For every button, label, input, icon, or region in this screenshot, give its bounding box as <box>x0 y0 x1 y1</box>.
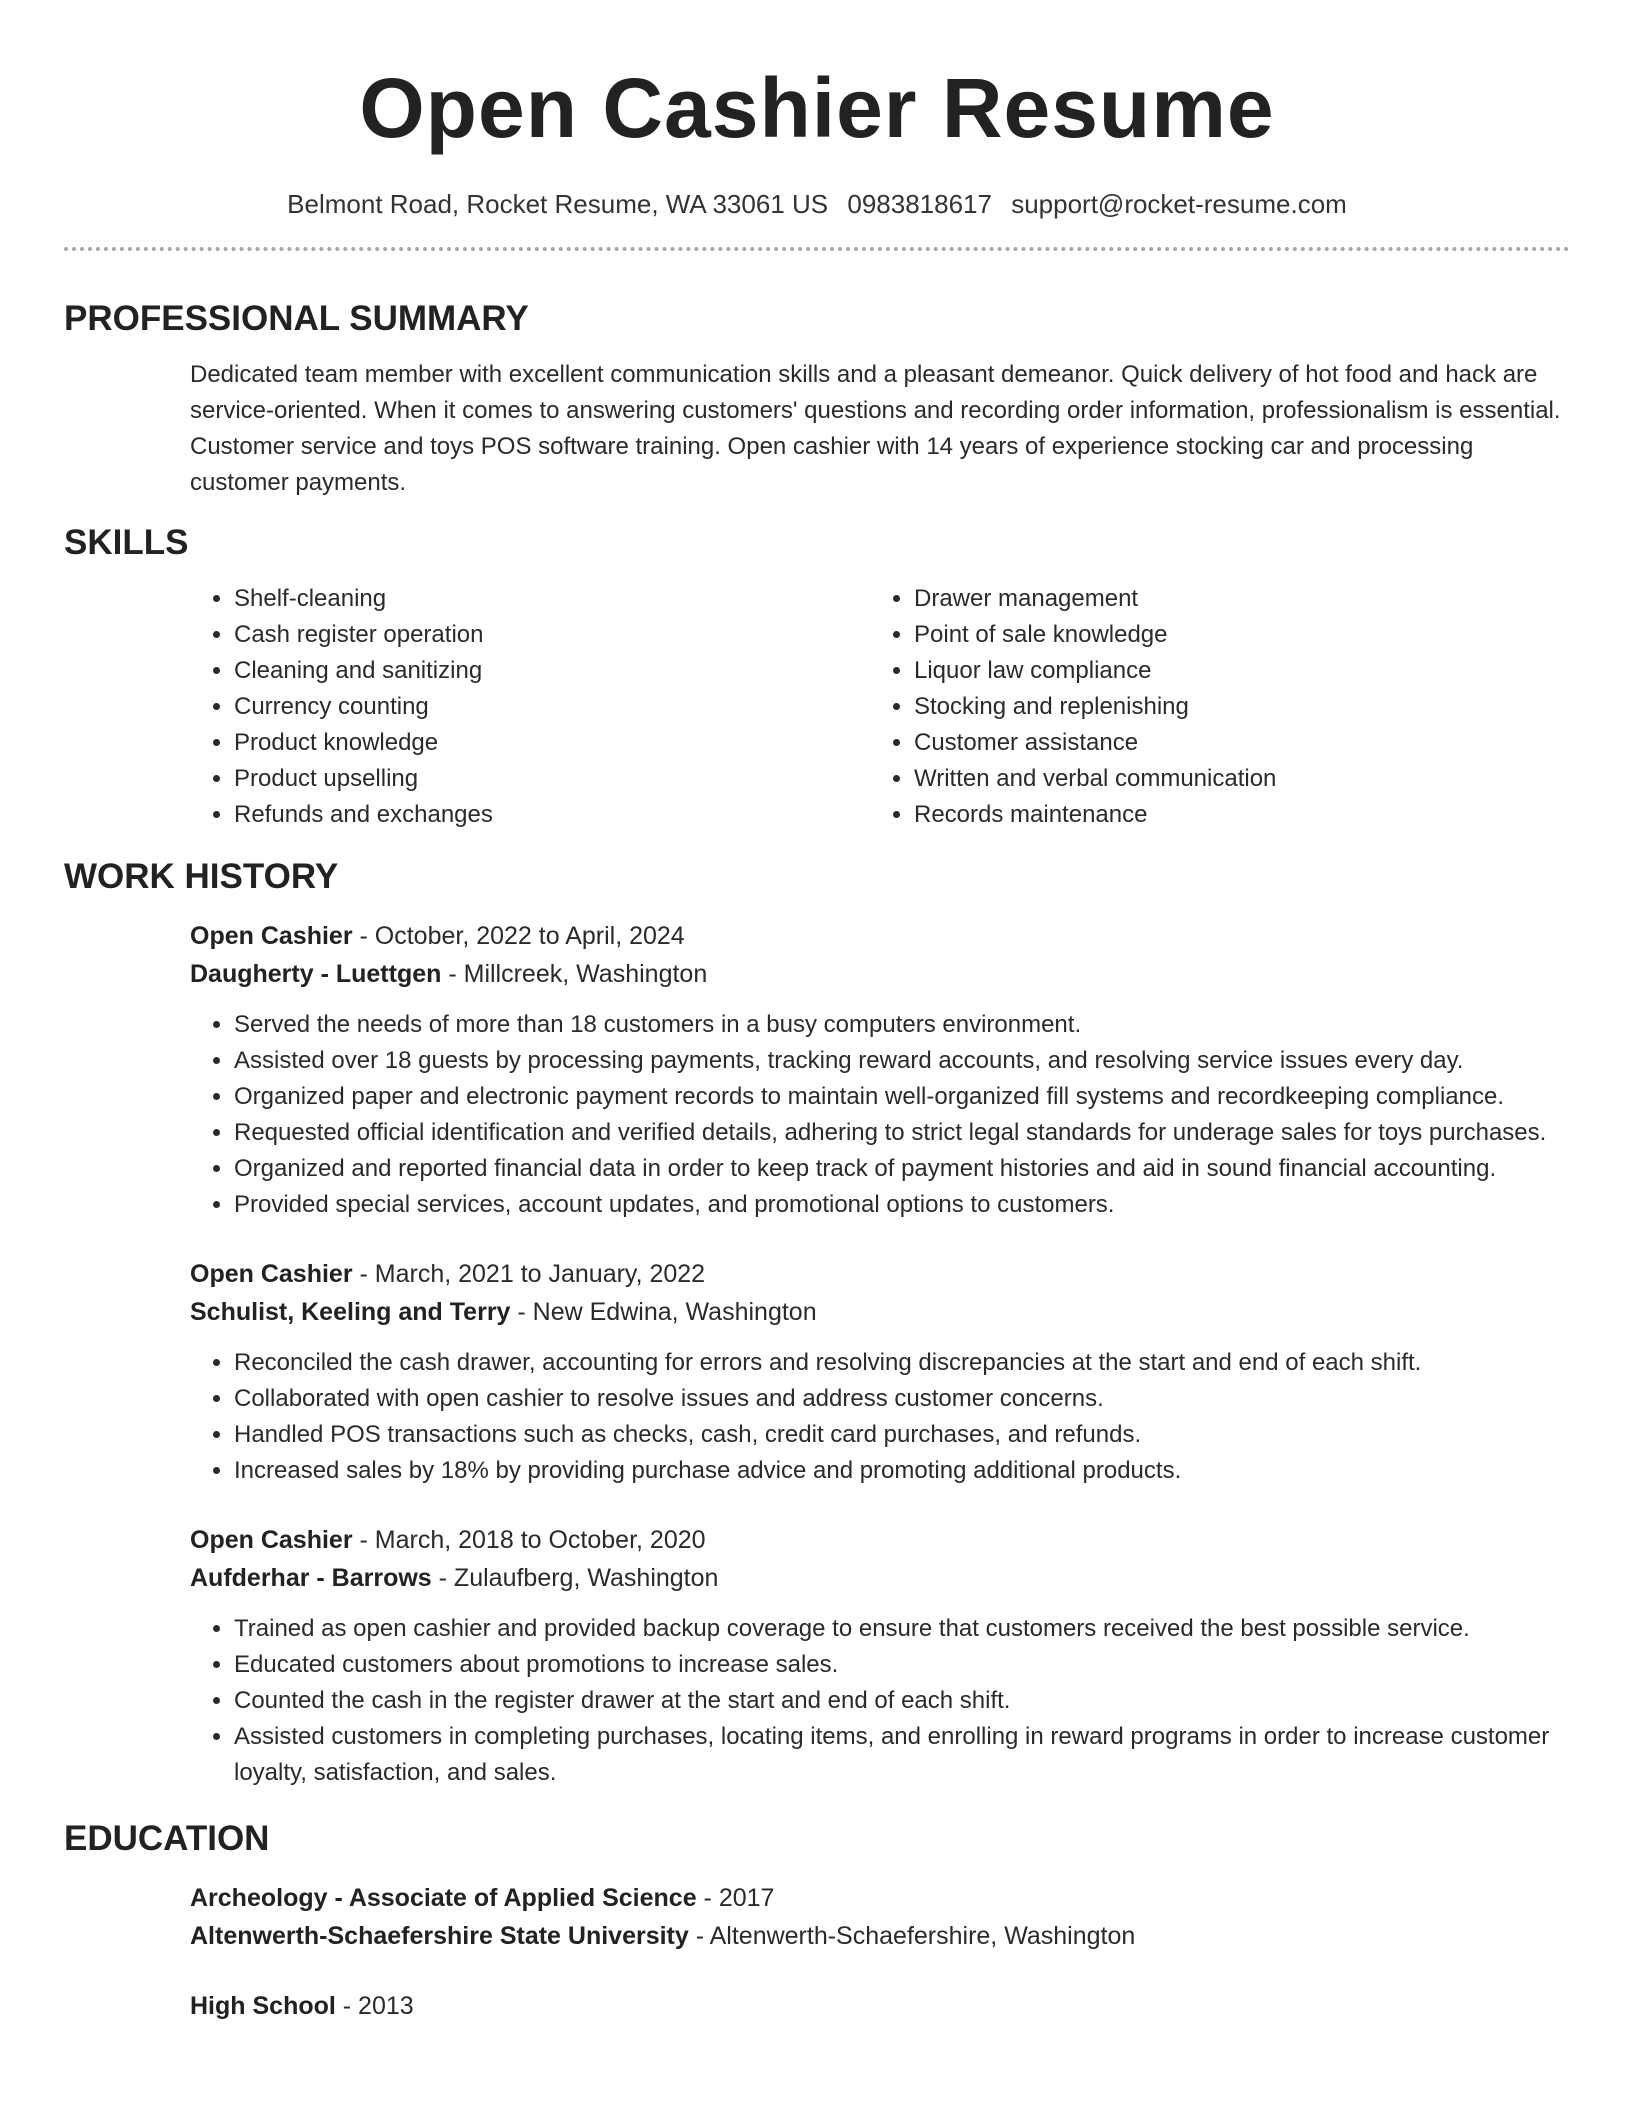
education-degree: High School <box>190 1992 336 2020</box>
job-bullets <box>190 1345 1570 1489</box>
work-history-section <box>64 855 1570 1791</box>
contact-address: Belmont Road, Rocket Resume, WA 33061 US <box>287 189 829 219</box>
skill-item: • Product upselling <box>234 761 870 797</box>
job-title: Open Cashier <box>190 922 353 950</box>
job-company-line <box>190 1293 1570 1331</box>
job-bullet: • Handled POS transactions such as checks, cash, credit card purchases, and refunds. <box>234 1417 1570 1453</box>
resume-title: Open Cashier Resume <box>359 61 1275 155</box>
header-divider <box>64 247 1570 251</box>
job-dates: - March, 2021 to January, 2022 <box>352 1260 706 1288</box>
job-company-line <box>190 1559 1570 1597</box>
contact-phone: 0983818617 <box>847 189 992 219</box>
skill-item: • Drawer management <box>914 581 1550 617</box>
summary-heading: PROFESSIONAL SUMMARY <box>64 299 529 338</box>
job-entry <box>190 917 1570 1223</box>
skill-item: • Shelf-cleaning <box>234 581 870 617</box>
skill-item: • Records maintenance <box>914 797 1550 833</box>
education-location: - Altenwerth-Schaefershire, Washington <box>688 1922 1136 1950</box>
contact-email: support@rocket-resume.com <box>1011 189 1347 219</box>
job-entry <box>190 1521 1570 1791</box>
education-entry <box>190 1987 1570 2025</box>
skill-item: • Cleaning and sanitizing <box>234 653 870 689</box>
skill-item: • Cash register operation <box>234 617 870 653</box>
job-bullet: • Collaborated with open cashier to resolve issues and address customer concerns. <box>234 1381 1570 1417</box>
education-section <box>64 1817 1570 2025</box>
skill-item: • Customer assistance <box>914 725 1550 761</box>
work-history-heading: WORK HISTORY <box>64 857 339 896</box>
job-bullet: • Counted the cash in the register drawer at the start and end of each shift. <box>234 1683 1570 1719</box>
job-location: - New Edwina, Washington <box>510 1298 817 1326</box>
job-bullet: • Assisted customers in completing purchases, locating items, and enrolling in reward programs in order to increase customer loyalty, satisfaction, and sales. <box>234 1719 1570 1791</box>
job-company: Schulist, Keeling and Terry <box>190 1298 511 1326</box>
skills-section <box>64 521 1570 833</box>
skills-columns <box>190 581 1570 833</box>
job-location: - Millcreek, Washington <box>441 960 708 988</box>
job-company-line <box>190 955 1570 993</box>
education-school: Altenwerth-Schaefershire State University <box>190 1922 689 1950</box>
job-dates: - March, 2018 to October, 2020 <box>352 1526 706 1554</box>
job-title: Open Cashier <box>190 1260 353 1288</box>
education-degree-line <box>190 1879 1570 1917</box>
job-bullets <box>190 1007 1570 1223</box>
summary-text: Dedicated team member with excellent communication skills and a pleasant demeanor. Quick delivery of hot food and hack are service-oriented. When it comes to answering customers' questions and recording order information, professionalism is essential. Customer service and toys POS software training. Open cashier with 14 years of experience stocking car and processing customer payments. <box>190 361 1561 496</box>
job-bullet: • Organized paper and electronic payment records to maintain well-organized fill systems and recordkeeping compliance. <box>234 1079 1570 1115</box>
skill-item: • Liquor law compliance <box>914 653 1550 689</box>
education-degree: Archeology - Associate of Applied Science <box>190 1884 697 1912</box>
job-bullet: • Reconciled the cash drawer, accounting for errors and resolving discrepancies at the start and end of each shift. <box>234 1345 1570 1381</box>
job-entry <box>190 1255 1570 1489</box>
education-year: - 2013 <box>335 1992 414 2020</box>
contact-line <box>64 186 1570 222</box>
skills-heading: SKILLS <box>64 523 189 562</box>
skills-list-right <box>870 581 1550 833</box>
job-bullet: • Educated customers about promotions to increase sales. <box>234 1647 1570 1683</box>
skill-item: • Refunds and exchanges <box>234 797 870 833</box>
job-bullet: • Organized and reported financial data in order to keep track of payment histories and aid in sound financial accounting. <box>234 1151 1570 1187</box>
job-company: Daugherty - Luettgen <box>190 960 442 988</box>
skill-item: • Stocking and replenishing <box>914 689 1550 725</box>
skills-list-left <box>190 581 870 833</box>
job-dates: - October, 2022 to April, 2024 <box>352 922 685 950</box>
skill-item: • Currency counting <box>234 689 870 725</box>
job-bullet: • Trained as open cashier and provided backup coverage to ensure that customers received the best possible service. <box>234 1611 1570 1647</box>
job-bullet: • Served the needs of more than 18 customers in a busy computers environment. <box>234 1007 1570 1043</box>
job-bullet: • Increased sales by 18% by providing purchase advice and promoting additional products. <box>234 1453 1570 1489</box>
job-title: Open Cashier <box>190 1526 353 1554</box>
job-location: - Zulaufberg, Washington <box>431 1564 719 1592</box>
job-bullet: • Assisted over 18 guests by processing payments, tracking reward accounts, and resolving service issues every day. <box>234 1043 1570 1079</box>
job-title-line <box>190 917 1570 955</box>
summary-section <box>64 297 1570 501</box>
resume-page <box>64 0 1570 2112</box>
job-title-line <box>190 1255 1570 1293</box>
education-degree-line <box>190 1987 1570 2025</box>
skill-item: • Product knowledge <box>234 725 870 761</box>
job-bullet: • Requested official identification and verified details, adhering to strict legal standards for underage sales for toys purchases. <box>234 1115 1570 1151</box>
education-entry <box>190 1879 1570 1955</box>
education-year: - 2017 <box>696 1884 775 1912</box>
job-bullets <box>190 1611 1570 1791</box>
job-company: Aufderhar - Barrows <box>190 1564 432 1592</box>
job-bullet: • Provided special services, account updates, and promotional options to customers. <box>234 1187 1570 1223</box>
skill-item: • Point of sale knowledge <box>914 617 1550 653</box>
education-school-line <box>190 1917 1570 1955</box>
skill-item: • Written and verbal communication <box>914 761 1550 797</box>
job-title-line <box>190 1521 1570 1559</box>
education-heading: EDUCATION <box>64 1819 270 1858</box>
